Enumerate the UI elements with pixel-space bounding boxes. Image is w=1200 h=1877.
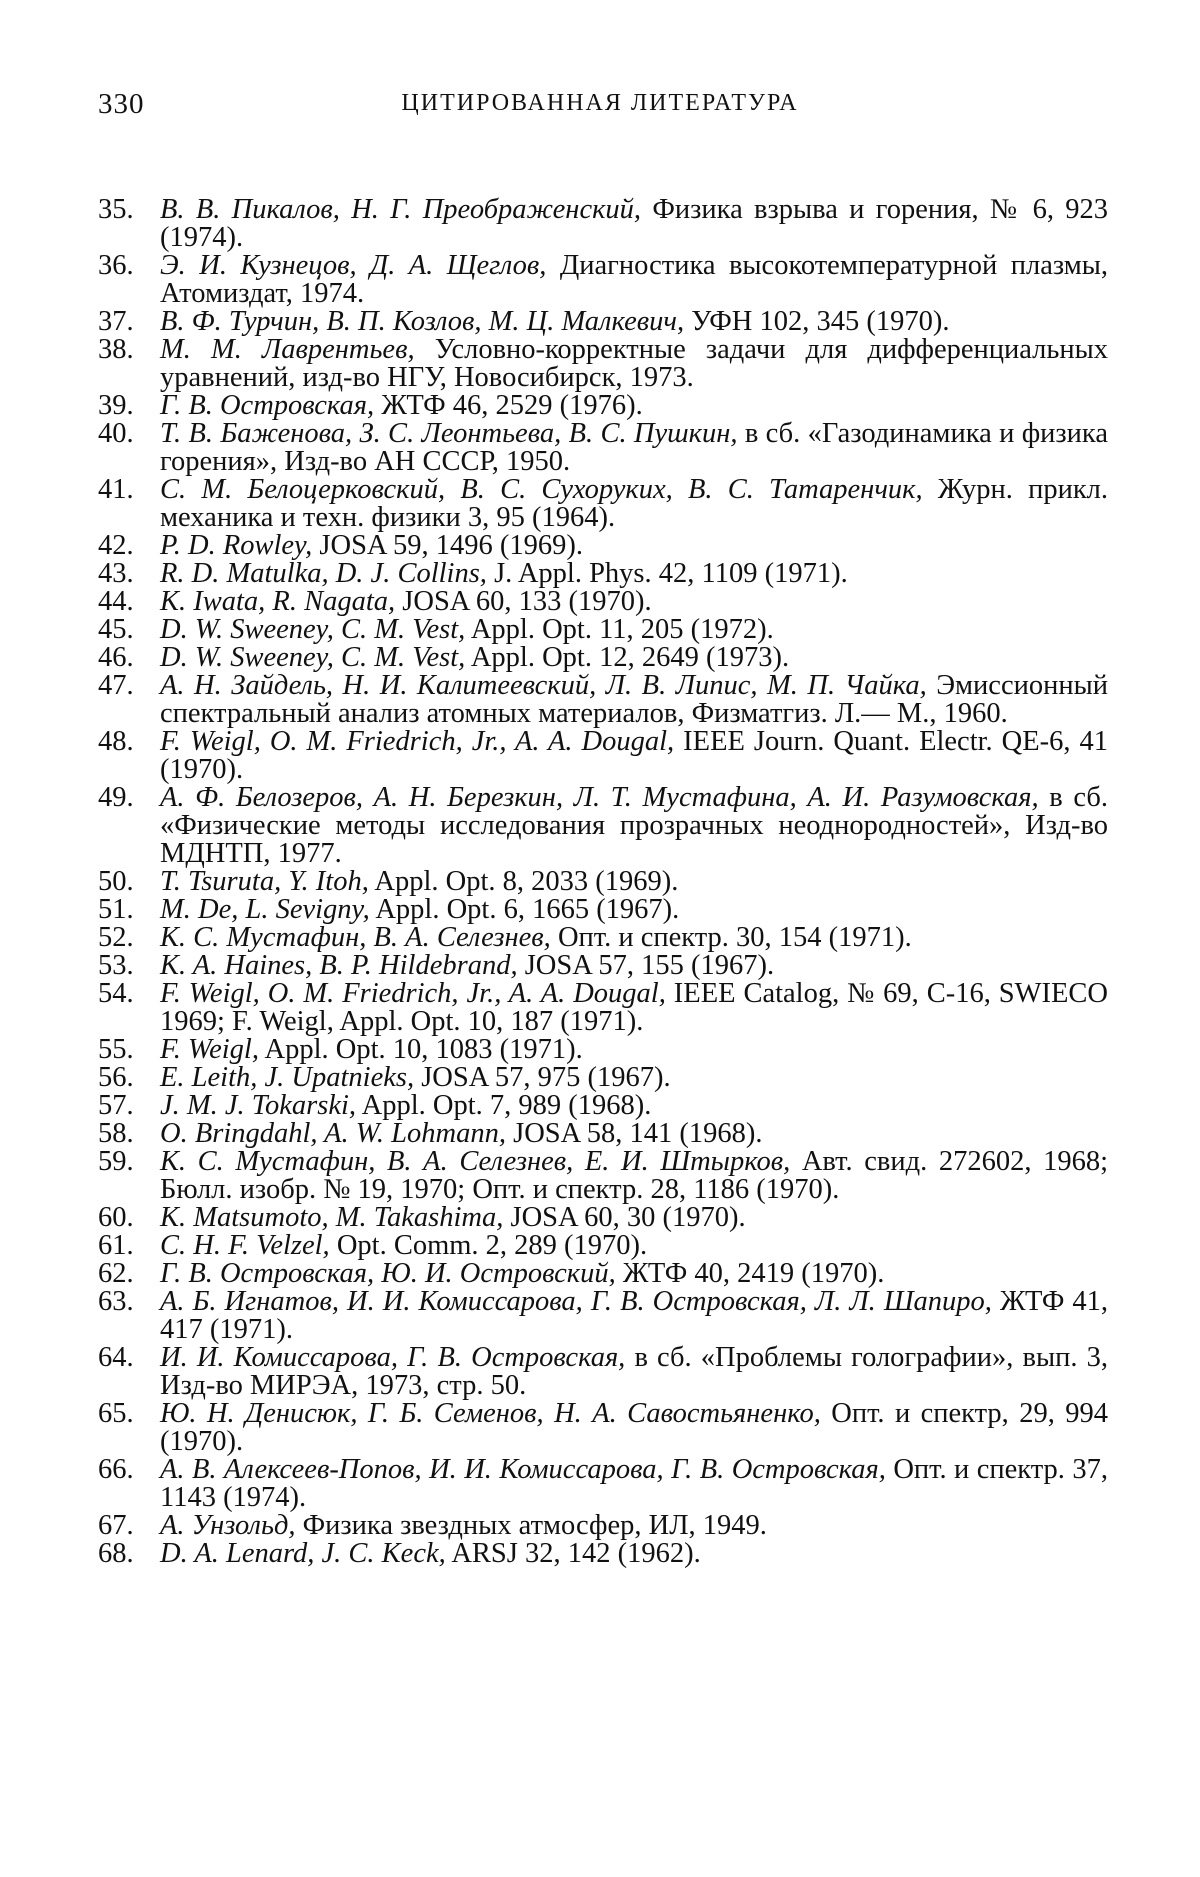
reference-authors: А. Ф. Белозеров, А. Н. Березкин, Л. Т. Мустафина, А. И. Разумовская,	[160, 782, 1039, 813]
reference-number: 66.	[98, 1454, 134, 1485]
reference-source: Журн. прикл. механика и техн. физики 3, 95 (1964).	[160, 474, 1109, 533]
reference-item	[98, 1120, 1108, 1148]
reference-authors: J. M. J. Tokarski,	[160, 1090, 357, 1121]
reference-source: Авт. свид. 272602, 1968; Бюлл. изобр. № 19, 1970; Опт. и спектр. 28, 1186 (1970).	[160, 1146, 1108, 1205]
reference-item	[98, 868, 1108, 896]
reference-number: 48.	[98, 726, 134, 757]
reference-source: IEEE Journ. Quant. Electr. QE-6, 41 (1970).	[160, 726, 1109, 785]
reference-item	[98, 196, 1108, 252]
running-title: ЦИТИРОВАННАЯ ЛИТЕРАТУРА	[401, 90, 799, 116]
reference-source: Условно-корректные задачи для дифференциальных уравнений, изд-во НГУ, Новосибирск, 1973.	[160, 334, 1109, 393]
reference-number: 41.	[98, 474, 134, 505]
reference-source: Appl. Opt. 12, 2649 (1973).	[470, 642, 790, 673]
reference-authors: O. Bringdahl, A. W. Lohmann,	[160, 1118, 506, 1149]
reference-source: Appl. Opt. 8, 2033 (1969).	[374, 866, 679, 897]
reference-authors: Ю. Н. Денисюк, Г. Б. Семенов, Н. А. Савостьяненко,	[160, 1398, 821, 1429]
reference-authors: Г. В. Островская,	[160, 390, 375, 421]
reference-item	[98, 532, 1108, 560]
reference-authors: F. Weigl, O. M. Friedrich, Jr., A. A. Dougal,	[160, 978, 666, 1009]
reference-source: JOSA 59, 1496 (1969).	[319, 530, 584, 561]
reference-item	[98, 1260, 1108, 1288]
reference-item	[98, 392, 1108, 420]
reference-item	[98, 924, 1108, 952]
reference-authors: K. Iwata, R. Nagata,	[160, 586, 396, 617]
reference-number: 42.	[98, 530, 134, 561]
reference-source: Опт. и спектр. 30, 154 (1971).	[557, 922, 912, 953]
reference-source: JOSA 58, 141 (1968).	[513, 1118, 763, 1149]
reference-source: Опт. и спектр, 29, 994 (1970).	[160, 1398, 1109, 1457]
running-head	[98, 88, 1102, 128]
reference-item	[98, 588, 1108, 616]
reference-source: IEEE Catalog, № 69, C-16, SWIECO 1969; F. Weigl, Appl. Opt. 10, 187 (1971).	[160, 978, 1109, 1037]
reference-item	[98, 672, 1108, 728]
reference-source: Appl. Opt. 11, 205 (1972).	[470, 614, 774, 645]
reference-source: ARSJ 32, 142 (1962).	[451, 1538, 701, 1569]
reference-number: 46.	[98, 642, 134, 673]
reference-number: 62.	[98, 1258, 134, 1289]
reference-item	[98, 1204, 1108, 1232]
reference-source: JOSA 60, 133 (1970).	[402, 586, 652, 617]
reference-source: ЖТФ 40, 2419 (1970).	[622, 1258, 885, 1289]
reference-source: в сб. «Газодинамика и физика горения», Изд-во АН СССР, 1950.	[160, 418, 1108, 477]
reference-source: J. Appl. Phys. 42, 1109 (1971).	[494, 558, 848, 589]
reference-number: 64.	[98, 1342, 134, 1373]
reference-number: 58.	[98, 1118, 134, 1149]
reference-item	[98, 336, 1108, 392]
reference-authors: D. W. Sweeney, C. M. Vest,	[160, 642, 466, 673]
reference-source: в сб. «Проблемы голографии», вып. 3, Изд-во МИРЭА, 1973, стр. 50.	[160, 1342, 1108, 1401]
reference-number: 59.	[98, 1146, 134, 1177]
reference-number: 38.	[98, 334, 134, 365]
reference-authors: C. H. F. Velzel,	[160, 1230, 330, 1261]
reference-item	[98, 1036, 1108, 1064]
reference-item	[98, 644, 1108, 672]
reference-number: 54.	[98, 978, 134, 1009]
reference-item	[98, 560, 1108, 588]
reference-authors: А. Н. Зайдель, Н. И. Калитеевский, Л. В. Липис, М. П. Чайка,	[160, 670, 927, 701]
reference-authors: Т. В. Баженова, З. С. Леонтьева, В. С. Пушкин,	[160, 418, 738, 449]
reference-source: JOSA 60, 30 (1970).	[510, 1202, 746, 1233]
reference-authors: K. A. Haines, B. P. Hildebrand,	[160, 950, 518, 981]
reference-item	[98, 1092, 1108, 1120]
reference-authors: P. D. Rowley,	[160, 530, 313, 561]
reference-number: 63.	[98, 1286, 134, 1317]
reference-source: ЖТФ 41, 417 (1971).	[160, 1286, 1108, 1345]
reference-source: Физика звездных атмосфер, ИЛ, 1949.	[302, 1510, 767, 1541]
reference-item	[98, 1512, 1108, 1540]
reference-authors: В. В. Пикалов, Н. Г. Преображенский,	[160, 194, 642, 225]
reference-item	[98, 1064, 1108, 1092]
reference-item	[98, 420, 1108, 476]
reference-number: 68.	[98, 1538, 134, 1569]
reference-authors: А. В. Алексеев-Попов, И. И. Комиссарова, Г. В. Островская,	[160, 1454, 886, 1485]
reference-number: 57.	[98, 1090, 134, 1121]
reference-item	[98, 1400, 1108, 1456]
reference-authors: Г. В. Островская, Ю. И. Островский,	[160, 1258, 616, 1289]
reference-item	[98, 728, 1108, 784]
reference-number: 45.	[98, 614, 134, 645]
reference-authors: T. Tsuruta, Y. Itoh,	[160, 866, 369, 897]
reference-number: 44.	[98, 586, 134, 617]
reference-number: 35.	[98, 194, 134, 225]
reference-source: Opt. Comm. 2, 289 (1970).	[336, 1230, 648, 1261]
reference-authors: E. Leith, J. Upatnieks,	[160, 1062, 415, 1093]
reference-number: 53.	[98, 950, 134, 981]
reference-number: 55.	[98, 1034, 134, 1065]
reference-authors: А. Унзольд,	[160, 1510, 296, 1541]
reference-item	[98, 1148, 1108, 1204]
reference-authors: И. И. Комиссарова, Г. В. Островская,	[160, 1342, 626, 1373]
reference-source: JOSA 57, 975 (1967).	[421, 1062, 671, 1093]
reference-source: в сб. «Физические методы исследования прозрачных неоднородностей», Изд-во МДНТП, 1977.	[160, 782, 1109, 869]
reference-list	[98, 196, 1108, 1568]
reference-number: 39.	[98, 390, 134, 421]
reference-item	[98, 476, 1108, 532]
reference-item	[98, 1344, 1108, 1400]
reference-authors: F. Weigl, O. M. Friedrich, Jr., A. A. Dougal,	[160, 726, 675, 757]
reference-number: 60.	[98, 1202, 134, 1233]
reference-source: Appl. Opt. 7, 989 (1968).	[361, 1090, 652, 1121]
reference-number: 65.	[98, 1398, 134, 1429]
reference-number: 49.	[98, 782, 134, 813]
reference-item	[98, 980, 1108, 1036]
reference-number: 52.	[98, 922, 134, 953]
reference-item	[98, 896, 1108, 924]
reference-source: JOSA 57, 155 (1967).	[524, 950, 775, 981]
reference-authors: В. Ф. Турчин, В. П. Козлов, М. Ц. Малкевич,	[160, 306, 685, 337]
reference-number: 50.	[98, 866, 134, 897]
reference-number: 36.	[98, 250, 134, 281]
reference-source: Appl. Opt. 6, 1665 (1967).	[375, 894, 680, 925]
reference-authors: К. С. Мустафин, В. А. Селезнев, Е. И. Штырков,	[160, 1146, 791, 1177]
reference-item	[98, 1540, 1108, 1568]
reference-item	[98, 1232, 1108, 1260]
reference-item	[98, 784, 1108, 868]
reference-item	[98, 252, 1108, 308]
reference-number: 51.	[98, 894, 134, 925]
reference-item	[98, 308, 1108, 336]
reference-number: 56.	[98, 1062, 134, 1093]
reference-authors: M. De, L. Sevigny,	[160, 894, 370, 925]
reference-number: 47.	[98, 670, 134, 701]
reference-authors: Э. И. Кузнецов, Д. А. Щеглов,	[160, 250, 547, 281]
reference-item	[98, 952, 1108, 980]
reference-number: 37.	[98, 306, 134, 337]
reference-authors: К. С. Мустафин, В. А. Селезнев,	[160, 922, 551, 953]
reference-source: ЖТФ 46, 2529 (1976).	[381, 390, 643, 421]
reference-item	[98, 1288, 1108, 1344]
reference-number: 67.	[98, 1510, 134, 1541]
reference-authors: А. Б. Игнатов, И. И. Комиссарова, Г. В. Островская, Л. Л. Шапиро,	[160, 1286, 992, 1317]
reference-authors: K. Matsumoto, M. Takashima,	[160, 1202, 504, 1233]
page-number: 330	[98, 88, 145, 120]
reference-source: Опт. и спектр. 37, 1143 (1974).	[160, 1454, 1108, 1513]
reference-source: УФН 102, 345 (1970).	[691, 306, 950, 337]
reference-source: Диагностика высокотемпературной плазмы, Атомиздат, 1974.	[160, 250, 1109, 309]
reference-source: Appl. Opt. 10, 1083 (1971).	[264, 1034, 583, 1065]
reference-authors: D. A. Lenard, J. C. Keck,	[160, 1538, 446, 1569]
reference-number: 40.	[98, 418, 134, 449]
reference-authors: F. Weigl,	[160, 1034, 259, 1065]
reference-authors: С. М. Белоцерковский, В. С. Сухоруких, В. С. Татаренчик,	[160, 474, 923, 505]
reference-authors: R. D. Matulka, D. J. Collins,	[160, 558, 487, 589]
reference-authors: D. W. Sweeney, C. M. Vest,	[160, 614, 466, 645]
reference-source: Физика взрыва и горения, № 6, 923 (1974).	[160, 194, 1109, 253]
reference-authors: М. М. Лаврентьев,	[160, 334, 415, 365]
reference-number: 43.	[98, 558, 134, 589]
reference-source: Эмиссионный спектральный анализ атомных материалов, Физматгиз. Л.— М., 1960.	[160, 670, 1109, 729]
reference-item	[98, 616, 1108, 644]
reference-number: 61.	[98, 1230, 134, 1261]
reference-item	[98, 1456, 1108, 1512]
